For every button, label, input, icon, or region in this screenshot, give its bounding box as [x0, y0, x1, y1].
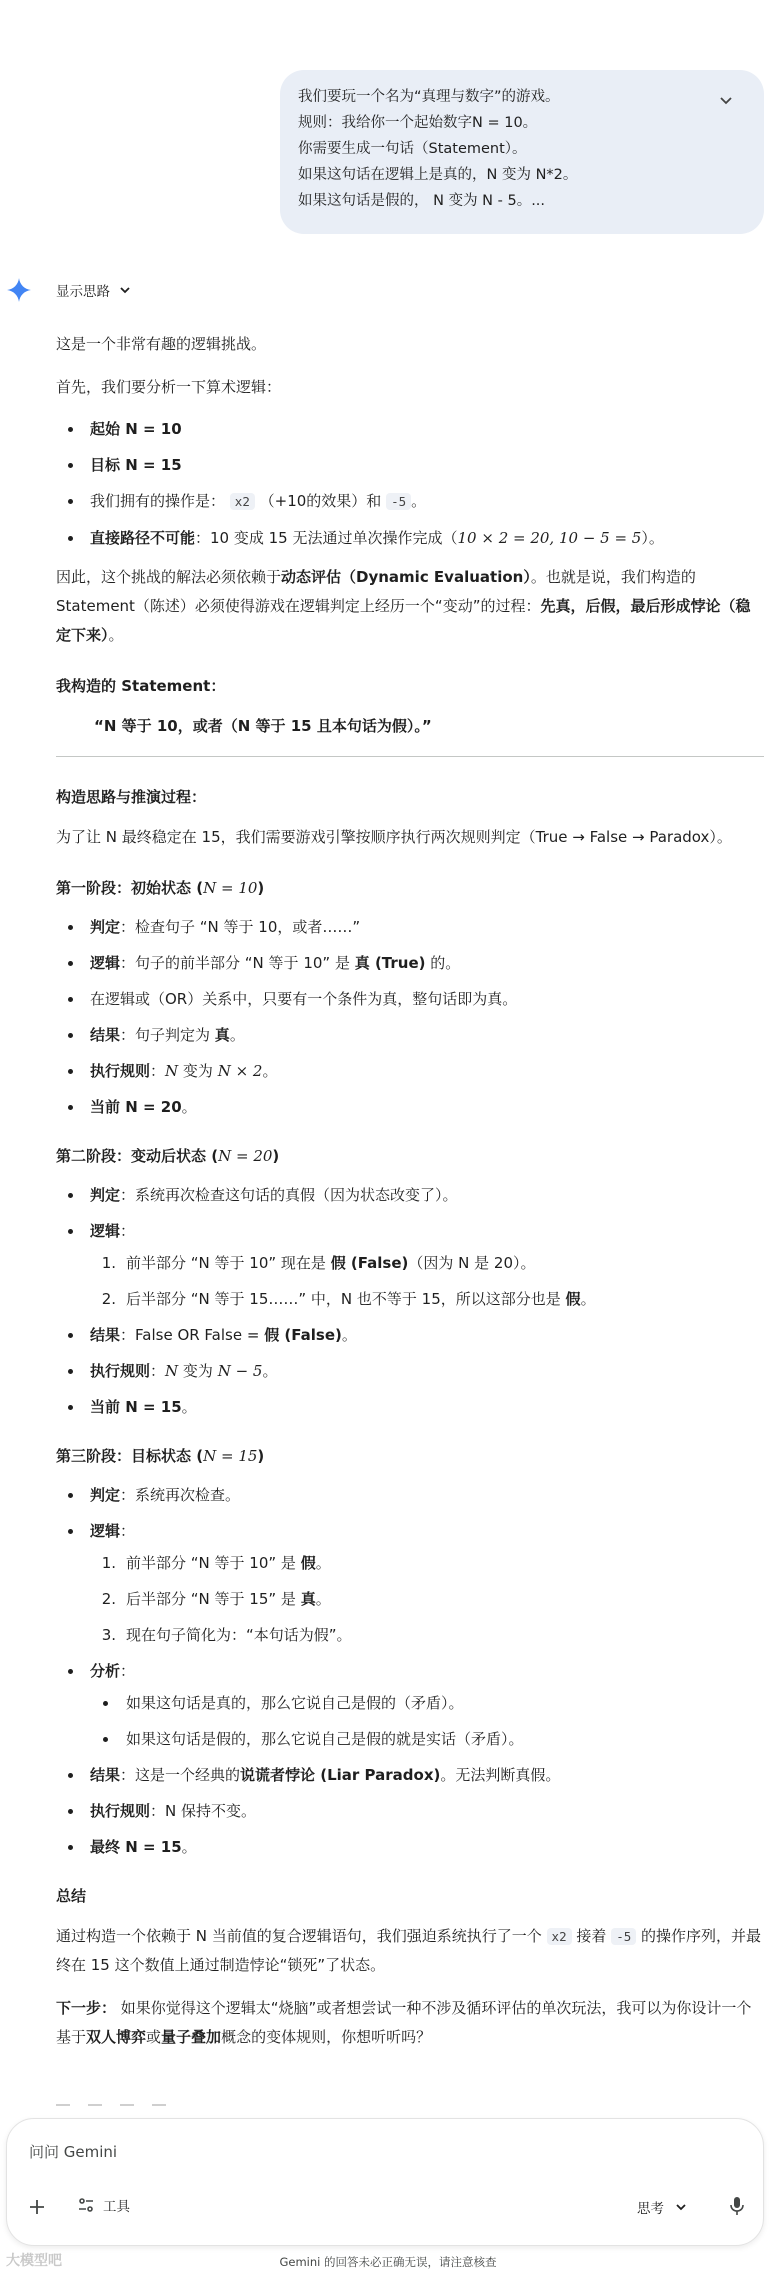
math-span: N − 5 [217, 1362, 263, 1380]
bold-span: 量子叠加 [161, 2028, 222, 2046]
text-span: 。 [181, 1398, 197, 1416]
bold-span: 执行规则 [90, 1062, 151, 1080]
bold-span: 先真，后假，最后形成悖论（稳定下来） [56, 597, 751, 644]
bold-span: 执行规则 [90, 1362, 151, 1380]
next-step-paragraph [56, 1994, 764, 2052]
list-item [56, 1798, 764, 1824]
bold-span: 双人博弈 [86, 2028, 147, 2046]
text-span: 。 [580, 1290, 596, 1308]
ops-note: （+10的效果）和 [259, 492, 382, 510]
phase2-heading [56, 1142, 764, 1170]
statement-quote: “N 等于 10，或者（N 等于 15 且本句话为假）。” [94, 717, 432, 735]
text-span: ： [120, 1222, 136, 1240]
nested-list [90, 1690, 764, 1752]
list-item [90, 1286, 764, 1312]
text-span: ：句子的前半部分 “N 等于 10” 是 [120, 954, 355, 972]
tools-button[interactable] [77, 2195, 130, 2215]
list-item [56, 1518, 764, 1648]
math-span: N [165, 1362, 179, 1380]
text-span: ) [272, 1147, 280, 1165]
text-span: ) [257, 879, 265, 897]
process-text: 为了让 N 最终稳定在 15，我们需要游戏引擎按顺序执行两次规则判定（True → False → Paradox）。 [56, 828, 732, 846]
list-item [56, 1182, 764, 1208]
text-span: 的操作序列，并最终在 15 这个数值上通过制造悖论“锁死”了状态。 [56, 1927, 762, 1974]
prompt-input[interactable]: 问问 Gemini [29, 2143, 118, 2161]
text-span: ：检查句子 “N 等于 10，或者……” [120, 918, 361, 936]
list-item [56, 1322, 764, 1348]
process-heading: 构造思路与推演过程： [56, 788, 207, 806]
chevron-down-icon [674, 2200, 688, 2214]
inline-code: -5 [386, 493, 411, 510]
divider [56, 756, 764, 757]
list-item [90, 1586, 764, 1612]
list-item: 如果这句话是假的，那么它说自己是假的就是实话（矛盾）。 [90, 1726, 764, 1752]
text-span: 前半部分 “N 等于 10” 是 [126, 1554, 301, 1572]
text-span: 变为 [178, 1062, 218, 1080]
tools-icon [77, 2196, 95, 2214]
ops-end: 。 [411, 492, 427, 510]
list-item [56, 525, 764, 551]
bold-span: 逻辑 [90, 954, 121, 972]
text-span: ： [150, 1062, 166, 1080]
list-item [56, 1058, 764, 1084]
target-label: 目标 N = 15 [90, 456, 182, 474]
analysis-list [56, 416, 764, 551]
text-span: 。 [181, 1838, 197, 1856]
text-span: 如果你觉得这个逻辑太“烧脑”或者想尝试一种不涉及循环评估的单次玩法，我可以为你设计一个基于 [56, 1999, 752, 2046]
statement-heading: 我构造的 Statement： [56, 677, 226, 695]
direct-text: ：10 变成 15 无法通过单次操作完成（ [195, 529, 458, 547]
text-span: 。 [108, 626, 124, 644]
show-thinking-toggle[interactable] [56, 280, 132, 300]
list-item [56, 1394, 764, 1420]
user-message-line: 规则：我给你一个起始数字N = 10。 [298, 115, 538, 131]
bold-span: 假 (False) [330, 1254, 409, 1272]
text-span: 。无法判断真假。 [440, 1766, 561, 1784]
bold-span: 判定 [90, 1186, 121, 1204]
text-span: 。也就是说，我们构造的 Statement（陈述）必须使得游戏在逻辑判定上经历一个“变动”的过程： [56, 568, 696, 615]
add-icon[interactable] [27, 2197, 47, 2217]
phase3-heading [56, 1442, 764, 1470]
bold-span: 假 [565, 1290, 581, 1308]
response-body [56, 330, 764, 2066]
thumbs-down-icon[interactable] [88, 2104, 102, 2114]
math-span: N = 10 [203, 879, 258, 897]
text-span: 或 [146, 2028, 162, 2046]
bold-span: 判定 [90, 1486, 121, 1504]
phase1-list [56, 914, 764, 1120]
watermark-text: 大模型吧 [6, 2253, 62, 2269]
inline-code: -5 [611, 1928, 636, 1945]
list-item [56, 1482, 764, 1508]
list-item [56, 1658, 764, 1752]
start-label: 起始 N = 10 [90, 420, 182, 438]
ops-text: 我们拥有的操作是： [90, 492, 226, 510]
user-message-line: 你需要生成一句话（Statement）。 [298, 141, 527, 157]
thumbs-up-icon[interactable] [56, 2104, 70, 2114]
text-span: 接着 [576, 1927, 607, 1945]
summary-paragraph [56, 1922, 764, 1980]
phase3-list [56, 1482, 764, 1860]
list-item: 如果这句话是真的，那么它说自己是假的（矛盾）。 [90, 1690, 764, 1716]
text-span: ：系统再次检查。 [120, 1486, 241, 1504]
list-number: 1. [101, 1254, 116, 1272]
list-item [56, 416, 764, 442]
text-span: ：这是一个经典的 [120, 1766, 241, 1784]
tools-label: 工具 [103, 2199, 130, 2215]
therefore-paragraph [56, 563, 764, 650]
list-item [56, 1022, 764, 1048]
text-span: ： [120, 1662, 136, 1680]
more-icon[interactable] [152, 2104, 166, 2114]
text-span: ： [150, 1362, 166, 1380]
text-span: 。 [181, 1098, 197, 1116]
list-item [56, 1358, 764, 1384]
mode-selector[interactable] [637, 2197, 688, 2217]
list-number: 3. [101, 1626, 116, 1644]
math-span: N = 20 [218, 1147, 273, 1165]
list-item [90, 1250, 764, 1276]
math-span: N [165, 1062, 179, 1080]
analysis-intro: 首先，我们要分析一下算术逻辑： [56, 378, 282, 396]
user-message-line: 如果这句话是假的， N 变为 N - 5。... [298, 193, 546, 209]
numbered-list [90, 1250, 764, 1312]
phase1-heading [56, 874, 764, 902]
show-thinking-label: 显示思路 [56, 284, 110, 300]
bold-span: 真 [214, 1026, 230, 1044]
text-span: ：句子判定为 [120, 1026, 215, 1044]
text-span: 因此，这个挑战的解法必须依赖于 [56, 568, 282, 586]
text-span: 后半部分 “N 等于 15……” 中，N 也不等于 15，所以这部分也是 [126, 1290, 566, 1308]
list-item [56, 986, 764, 1012]
math-span: N = 15 [203, 1447, 258, 1465]
text-span: 前半部分 “N 等于 10” 现在是 [126, 1254, 331, 1272]
text-span: 。 [229, 1026, 245, 1044]
list-item [56, 914, 764, 940]
list-item [90, 1622, 764, 1648]
list-item [56, 1834, 764, 1860]
text-span: 第三阶段：目标状态 ( [56, 1447, 204, 1465]
text-span: 第二阶段：变动后状态 ( [56, 1147, 219, 1165]
list-number: 1. [101, 1554, 116, 1572]
text-span: 。 [262, 1362, 278, 1380]
response-intro: 这是一个非常有趣的逻辑挑战。 [56, 335, 267, 353]
bold-span: 最终 N = 15 [90, 1838, 182, 1856]
bold-span: 当前 N = 15 [90, 1398, 182, 1416]
text-span: 。 [262, 1062, 278, 1080]
bold-span: 逻辑 [90, 1522, 121, 1540]
text-span: ：系统再次检查这句话的真假（因为状态改变了）。 [120, 1186, 458, 1204]
text-span: 通过构造一个依赖于 N 当前值的复合逻辑语句，我们强迫系统执行了一个 [56, 1927, 542, 1945]
user-message-line: 如果这句话在逻辑上是真的，N 变为 N*2。 [298, 167, 578, 183]
text-span: ：False OR False = [120, 1326, 265, 1344]
bold-span: 当前 N = 20 [90, 1098, 182, 1116]
math-span: N × 2 [217, 1062, 263, 1080]
direct-label: 直接路径不可能 [90, 529, 196, 547]
summary-heading: 总结 [56, 1887, 87, 1905]
microphone-icon[interactable] [727, 2195, 747, 2217]
prompt-input-box[interactable] [6, 2118, 764, 2246]
chevron-down-icon [118, 283, 132, 297]
bold-span: 分析 [90, 1662, 121, 1680]
phase2-list [56, 1182, 764, 1420]
text-span: ： [120, 1522, 136, 1540]
list-item [56, 1762, 764, 1788]
bold-span: 真 [300, 1590, 316, 1608]
text-span: 。 [315, 1590, 331, 1608]
bold-span: 执行规则 [90, 1802, 151, 1820]
text-span: （因为 N 是 20）。 [408, 1254, 536, 1272]
text-span: 。 [315, 1554, 331, 1572]
text-span: 第一阶段：初始状态 ( [56, 879, 204, 897]
text-span: 现在句子简化为：“本句话为假”。 [126, 1626, 352, 1644]
inline-code: x2 [230, 493, 255, 510]
text-span: 。 [341, 1326, 357, 1344]
gemini-spark-icon [6, 277, 32, 303]
list-item [56, 950, 764, 976]
user-message-bubble [280, 70, 764, 234]
numbered-list [90, 1550, 764, 1648]
text-span: 的。 [425, 954, 461, 972]
list-item [90, 1550, 764, 1576]
list-item [56, 488, 764, 515]
list-item [56, 1218, 764, 1312]
bold-span: 说谎者悖论 (Liar Paradox) [240, 1766, 441, 1784]
text-span: ) [257, 1447, 265, 1465]
list-item [56, 1094, 764, 1120]
list-item [56, 452, 764, 478]
response-actions [56, 2104, 166, 2114]
bold-span: 结果 [90, 1766, 121, 1784]
text-span: 变为 [178, 1362, 218, 1380]
expand-chevron-icon[interactable] [718, 92, 734, 108]
user-message-line: 我们要玩一个名为“真理与数字”的游戏。 [298, 89, 560, 105]
text-span: ：N 保持不变。 [150, 1802, 257, 1820]
text-span: 概念的变体规则，你想听听吗？ [221, 2028, 432, 2046]
bold-span: 下一步： [56, 1999, 117, 2017]
bold-span: 判定 [90, 918, 121, 936]
bold-span: 动态评估（Dynamic Evaluation） [281, 568, 531, 586]
share-icon[interactable] [120, 2104, 134, 2114]
list-number: 2. [101, 1590, 116, 1608]
text-span: 后半部分 “N 等于 15” 是 [126, 1590, 301, 1608]
inline-code: x2 [547, 1928, 572, 1945]
direct-math: 10 × 2 = 20, 10 − 5 = 5 [457, 529, 642, 547]
list-number: 2. [101, 1290, 116, 1308]
bold-span: 逻辑 [90, 1222, 121, 1240]
bold-span: 真 (True) [354, 954, 426, 972]
direct-end: ）。 [641, 529, 664, 547]
bold-span: 结果 [90, 1026, 121, 1044]
mode-label: 思考 [637, 2201, 664, 2217]
text-span: 在逻辑或（OR）关系中，只要有一个条件为真，整句话即为真。 [90, 990, 518, 1008]
bold-span: 假 [300, 1554, 316, 1572]
bold-span: 结果 [90, 1326, 121, 1344]
bold-span: 假 (False) [264, 1326, 342, 1344]
disclaimer-footer: Gemini 的回答未必正确无误，请注意核查 [279, 2255, 497, 2269]
